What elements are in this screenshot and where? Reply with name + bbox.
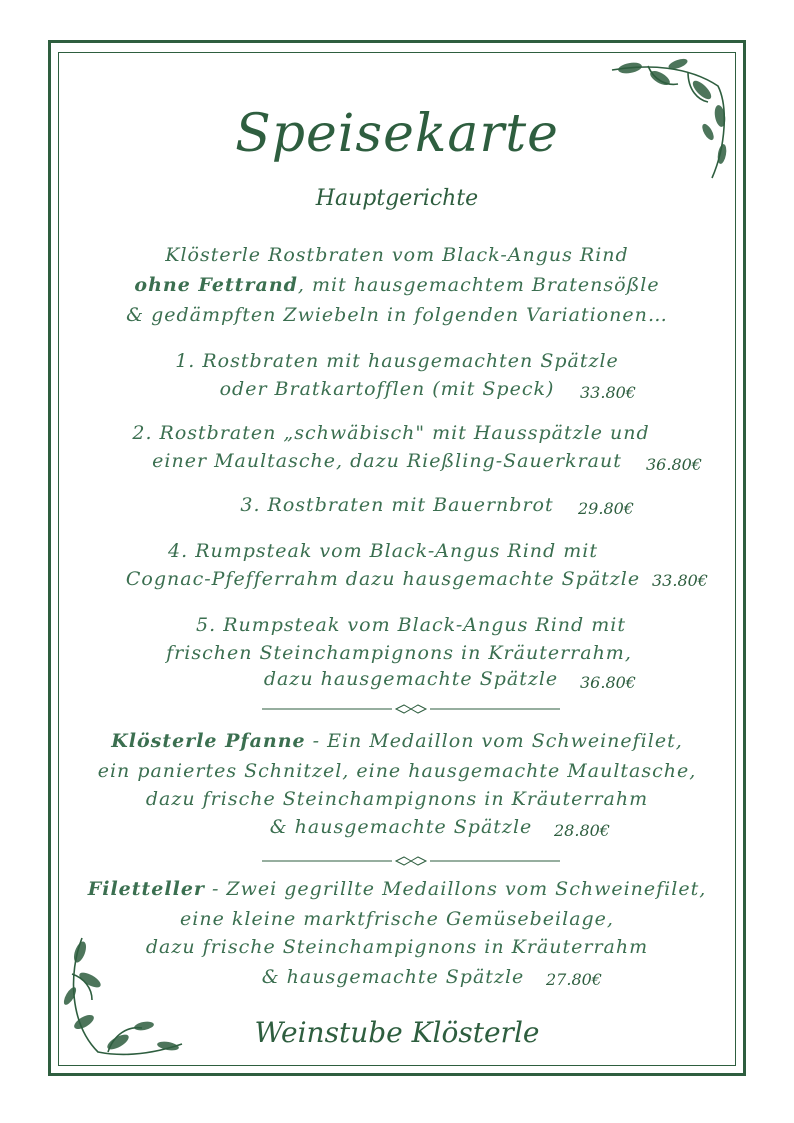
filetteller-price: 27.80€ bbox=[546, 970, 602, 989]
pfanne-line-2: ein paniertes Schnitzel, eine hausgemachte Maultasche, bbox=[97, 760, 697, 782]
divider-ornament-icon bbox=[262, 856, 560, 866]
item-5-price: 36.80€ bbox=[580, 673, 636, 692]
filetteller-line-1-rest: - Zwei gegrillte Medaillons vom Schweinefilet, bbox=[204, 878, 707, 900]
intro-line-2 bbox=[0, 274, 794, 296]
pfanne-price: 28.80€ bbox=[554, 821, 610, 840]
intro-line-1: Klösterle Rostbraten vom Black-Angus Rind bbox=[165, 244, 629, 266]
pfanne-line-1-rest: - Ein Medaillon vom Schweinefilet, bbox=[305, 730, 683, 752]
item-4-line-1: 4. Rumpsteak vom Black-Angus Rind mit bbox=[168, 540, 598, 562]
item-2-line-1: 2. Rostbraten „schwäbisch" mit Hausspätzle und bbox=[132, 422, 650, 444]
item-2-line-2: einer Maultasche, dazu Rießling-Sauerkraut bbox=[152, 450, 622, 472]
divider-ornament-icon bbox=[262, 704, 560, 714]
filetteller-line-4: & hausgemachte Spätzle bbox=[261, 966, 525, 988]
item-5-line-3: dazu hausgemachte Spätzle bbox=[263, 668, 559, 690]
item-4-line-2: Cognac-Pfefferrahm dazu hausgemachte Spätzle bbox=[125, 568, 641, 590]
item-1-price: 33.80€ bbox=[580, 383, 636, 402]
intro-highlight: ohne Fettrand bbox=[134, 274, 298, 296]
filetteller-line-1 bbox=[0, 878, 794, 900]
item-2-price: 36.80€ bbox=[646, 455, 702, 474]
intro-line-2-rest: , mit hausgemachtem Bratensößle bbox=[297, 274, 660, 296]
filetteller-line-3: dazu frische Steinchampignons in Kräuterrahm bbox=[145, 936, 649, 958]
page-title: Speisekarte bbox=[235, 104, 559, 164]
item-5-line-1: 5. Rumpsteak vom Black-Angus Rind mit bbox=[196, 614, 626, 636]
item-4-price: 33.80€ bbox=[652, 571, 708, 590]
page-subtitle: Hauptgerichte bbox=[315, 186, 479, 211]
filetteller-line-2: eine kleine marktfrische Gemüsebeilage, bbox=[180, 908, 614, 930]
restaurant-name: Weinstube Klösterle bbox=[254, 1016, 540, 1049]
item-5-line-2: frischen Steinchampignons in Kräuterrahm, bbox=[166, 642, 632, 664]
pfanne-line-4: & hausgemachte Spätzle bbox=[269, 816, 533, 838]
item-3-line-1: 3. Rostbraten mit Bauernbrot bbox=[240, 494, 554, 516]
pfanne-line-1 bbox=[0, 730, 794, 752]
filetteller-name: Filetteller bbox=[87, 878, 205, 900]
item-1-line-1: 1. Rostbraten mit hausgemachten Spätzle bbox=[175, 350, 619, 372]
pfanne-line-3: dazu frische Steinchampignons in Kräuterrahm bbox=[145, 788, 649, 810]
intro-line-3: & gedämpften Zwiebeln in folgenden Variationen… bbox=[126, 304, 668, 326]
pfanne-name: Klösterle Pfanne bbox=[111, 730, 306, 752]
item-1-line-2: oder Bratkartofflen (mit Speck) bbox=[219, 378, 555, 400]
item-3-price: 29.80€ bbox=[578, 499, 634, 518]
